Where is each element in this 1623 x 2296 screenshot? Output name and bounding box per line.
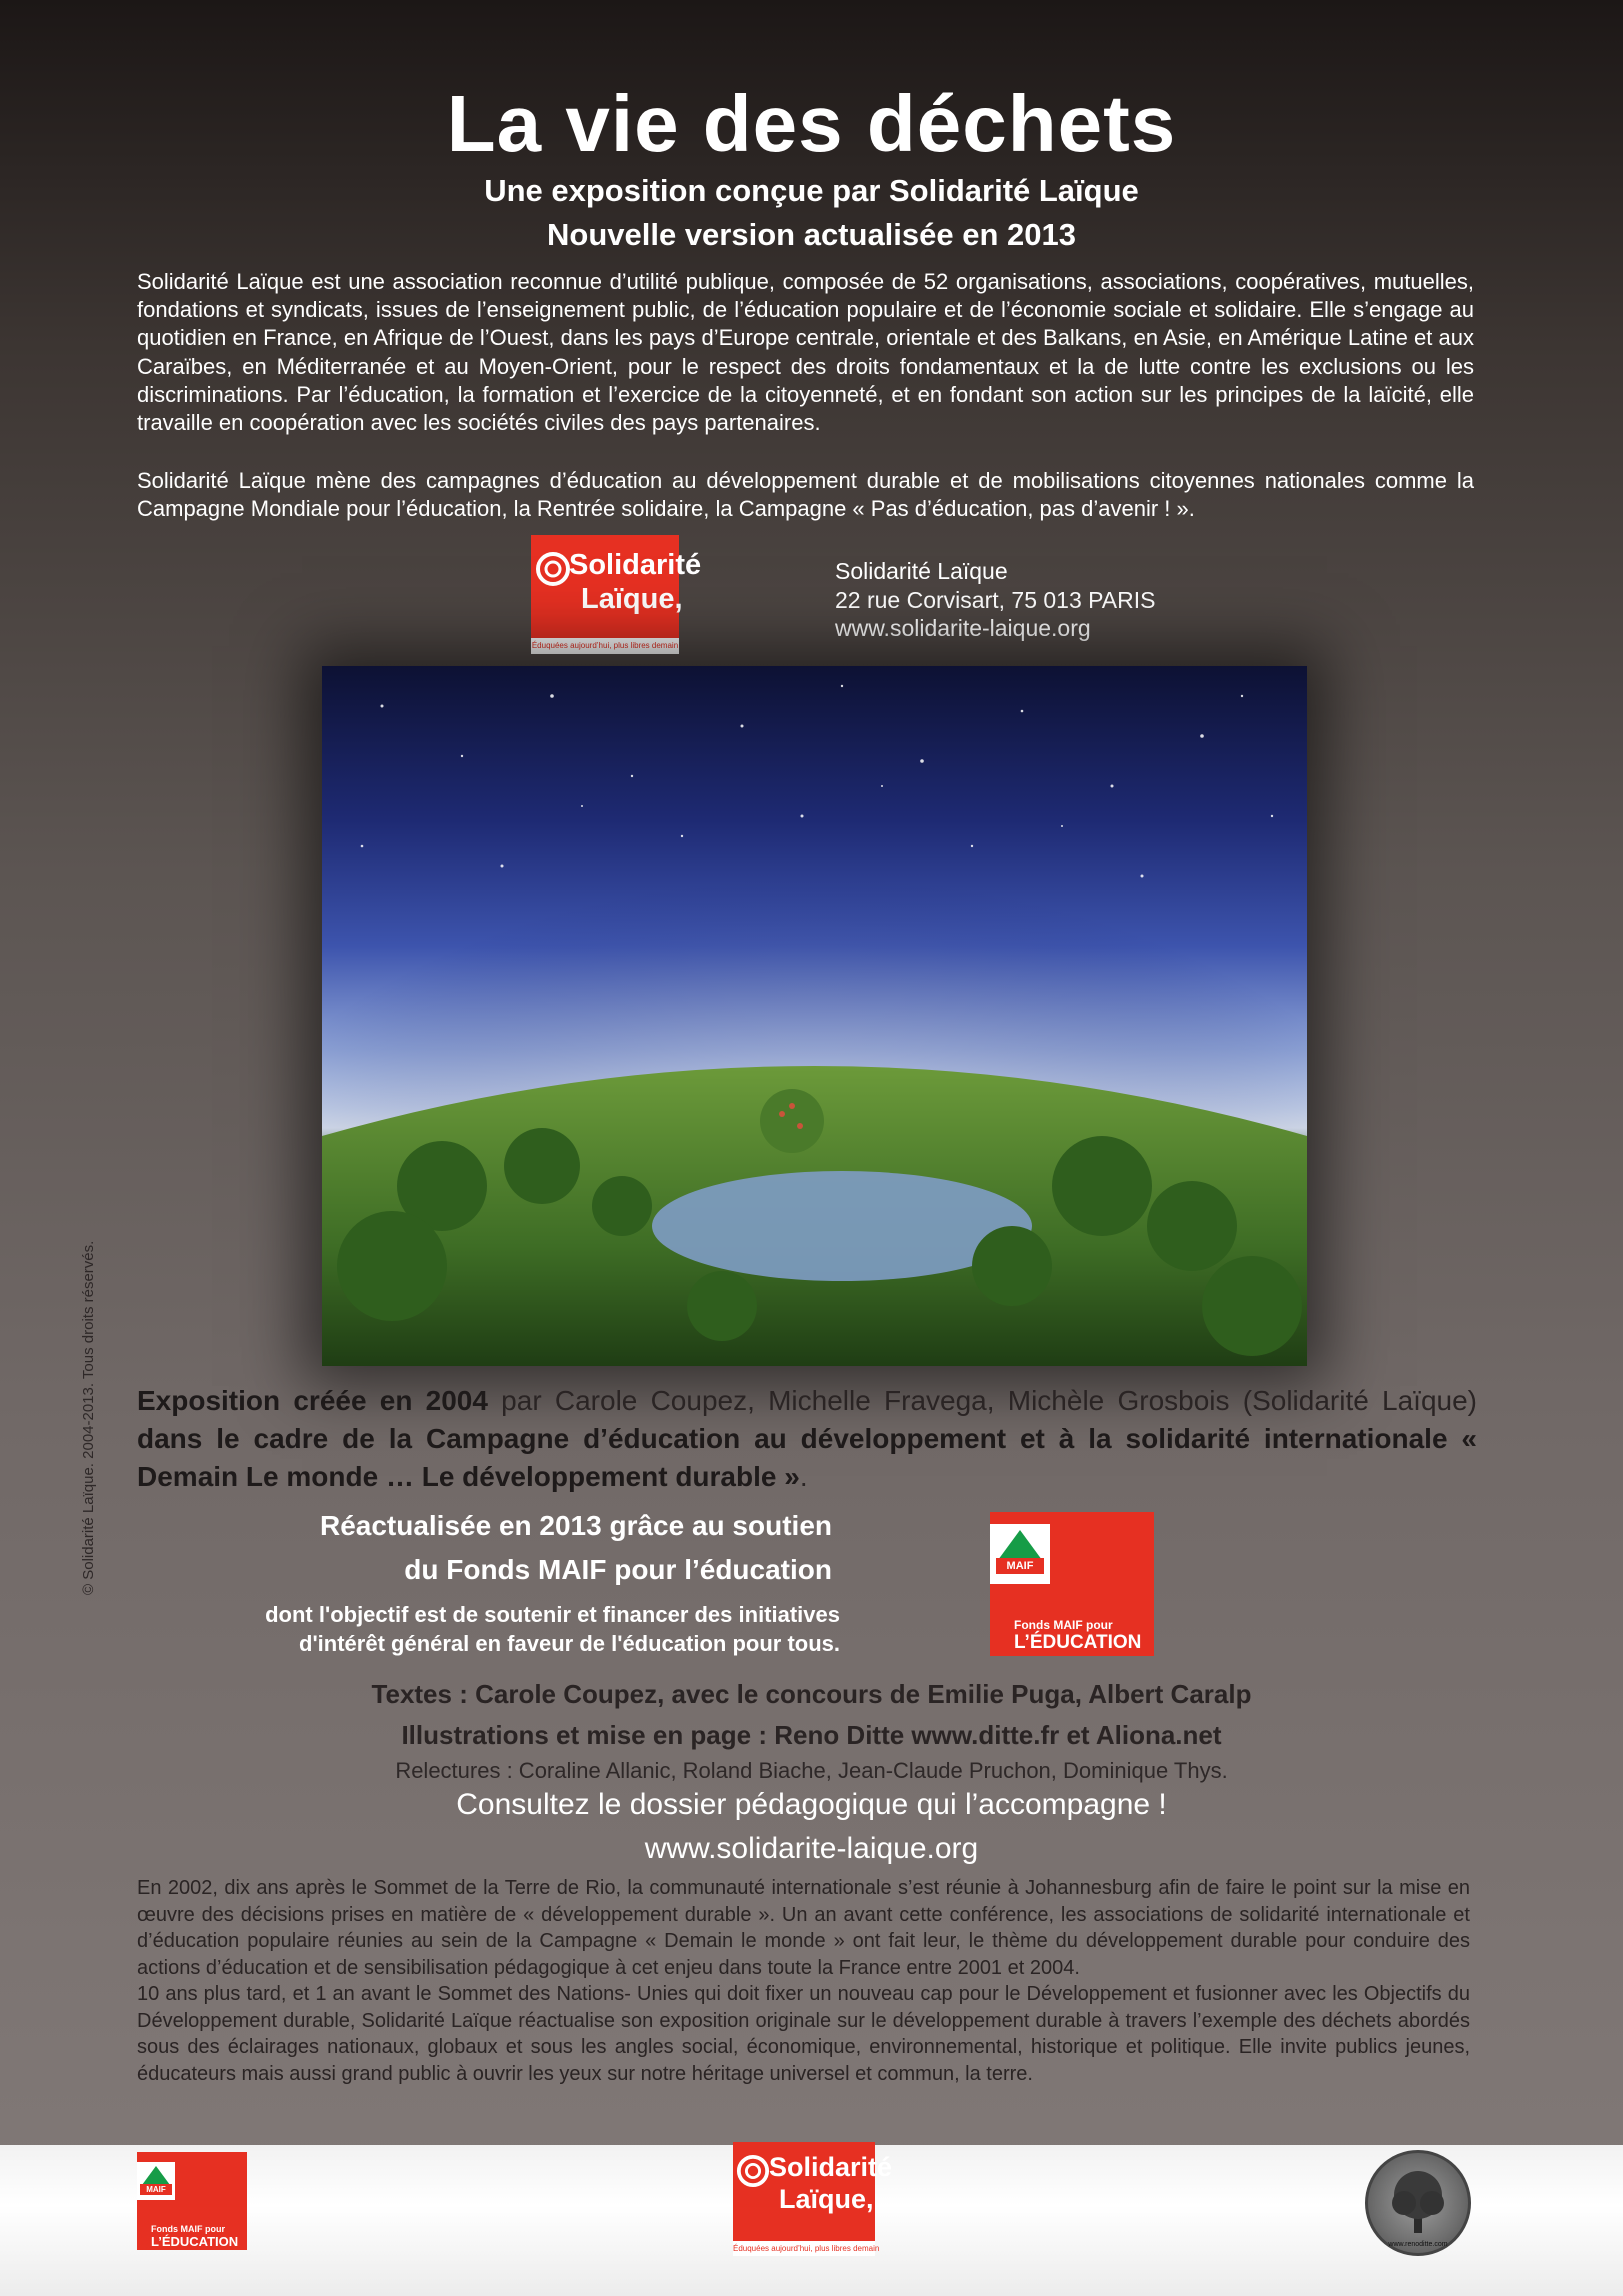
credits-illustrations: Illustrations et mise en page : Reno Ditte www.ditte.fr et Aliona.net [401,1720,1222,1750]
reactualisation-description [150,1600,840,1658]
website-link[interactable]: www.solidarite-laique.org [835,615,1091,641]
version-subtitle: Nouvelle version actualisée en 2013 [547,217,1076,252]
spiral-icon [535,551,571,587]
consult-note: Consultez le dossier pédagogique qui l’accompagne ! [456,1788,1167,1821]
maif-logo [990,1512,1154,1656]
reactualisation-line-2: du Fonds MAIF pour l’éducation [404,1554,832,1585]
footer-maif-logo [137,2152,247,2250]
maif-mark-icon [990,1524,1050,1584]
logo-word-laique: Laïque, [779,2184,874,2214]
reactualisation-line-3: dont l'objectif est de soutenir et financer des initiatives [265,1602,840,1627]
creation-date: Exposition créée en 2004 [137,1385,488,1416]
creation-end: . [799,1461,808,1492]
tree-badge-icon [1365,2150,1471,2256]
logo-word-laique: Laïque, [581,583,683,615]
creation-paragraph [137,1382,1477,1496]
spiral-icon [736,2154,770,2188]
logo-tagline: Éduquées aujourd’hui, plus libres demain [733,2241,875,2256]
outro-paragraph-1: En 2002, dix ans après le Sommet de la Terre de Rio, la communauté internationale s’est réunie à Johannesburg afin de faire le point sur la mise en œuvre des décisions prises en matière de « développement durable ». Un an avant cette conférence, les associations de solidarité internationale et d’éducation populaire réunies au sein de la Campagne « Demain le monde » ont fait leur, le thème du développement durable pour conduire des actions d’éducation et de sensibilisation pédagogique à cet enjeu dans toute la France entre 2001 et 2004. [137,1877,1470,1979]
reactualisation-line-4: d'intérêt général en faveur de l'éducation pour tous. [299,1631,840,1656]
maif-line-1: Fonds MAIF pour [1014,1618,1113,1632]
street-address: 22 rue Corvisart, 75 013 PARIS [835,586,1156,613]
logo-word-solidarite: Solidarité [569,549,702,581]
maif-line-2: L’ÉDUCATION [151,2234,239,2249]
creation-authors: par Carole Coupez, Michelle Fravega, Michèle Grosbois (Solidarité Laïque) [487,1385,1477,1416]
intro-paragraph-1: Solidarité Laïque est une association reconnue d’utilité publique, composée de 52 organisations, associations, coopératives, mutuelles, fondations et syndicats, issues de l’enseignement public, de l’éducation populaire et de l’économie sociale et solidaire. Elle s’engage au quotidien en France, en Afrique de l’Ouest, dans les pays d’Europe centrale, orientale et des Balkans, en Asie, en Amérique Latine et aux Caraïbes, en Méditerranée et au Moyen-Orient, pour le respect des droits fondamentaux et la de lutte contre les exclusions ou les discriminations. Par l’éducation, la formation et l’exercice de la citoyenneté, et en fondant son action sur les principes de la laïcité, elle travaille en coopération avec les sociétés civiles des pays partenaires. [137,269,1474,436]
reactualisation-line-1: Réactualisée en 2013 grâce au soutien [319,1510,832,1541]
intro-paragraph-2: Solidarité Laïque mène des campagnes d’éducation au développement durable et de mobilisations citoyennes nationales comme la Campagne Mondiale pour l’éducation, la Rentrée solidaire, la Campagne « Pas d’éducation, pas d’avenir ! ». [137,468,1474,522]
maif-mark-icon [137,2162,175,2200]
credits-texts: Textes : Carole Coupez, avec le concours de Emilie Puga, Albert Caralp [371,1679,1252,1709]
consult-website-link[interactable]: www.solidarite-laique.org [644,1832,979,1865]
earth-painting [322,666,1307,1366]
maif-mark-text: MAIF [996,1558,1044,1574]
org-name: Solidarité Laïque [835,558,1008,584]
solidarite-laique-logo [531,535,702,654]
copyright-notice: © Solidarité Laïque. 2004-2013. Tous droits réservés. [80,1240,97,1595]
subtitle: Une exposition conçue par Solidarité Laïque [484,173,1139,208]
address-block [835,557,1155,643]
tree-icon [1368,2153,1468,2253]
logo-tagline: Éduquées aujourd’hui, plus libres demain [531,638,679,654]
badge-text: www.renoditte.com [1388,2241,1448,2248]
painting-illustration [322,666,1307,1366]
outro-paragraph-2: 10 ans plus tard, et 1 an avant le Sommet des Nations- Unies qui doit fixer un nouveau cap pour le Développement et fusionner avec les Objectifs du Développement durable, Solidarité Laïque réactualise son exposition originale sur le développement durable à travers l’exemple des déchets abordés sous des éclairages nationaux, globaux et sous les angles social, économique, environnemental, historique et politique. Elle invite publics jeunes, éducateurs mais aussi grand public à ouvrir les yeux sur notre héritage universel et commun, la terre. [137,1983,1470,2085]
logo-word-solidarite: Solidarité [769,2152,893,2182]
maif-line-2: L’ÉDUCATION [1014,1632,1142,1653]
maif-mark-text: MAIF [140,2184,172,2195]
credits-relectures: Relectures : Coraline Allanic, Roland Biache, Jean-Claude Pruchon, Dominique Thys. [395,1758,1228,1783]
maif-line-1: Fonds MAIF pour [151,2224,225,2234]
footer-solidarite-laique-logo [733,2142,893,2256]
campaign-context: dans le cadre de la Campagne d’éducation au développement et à la solidarité internationale « Demain Le monde … Le développement durable » [137,1423,1477,1492]
page-title: La vie des déchets [446,79,1177,168]
